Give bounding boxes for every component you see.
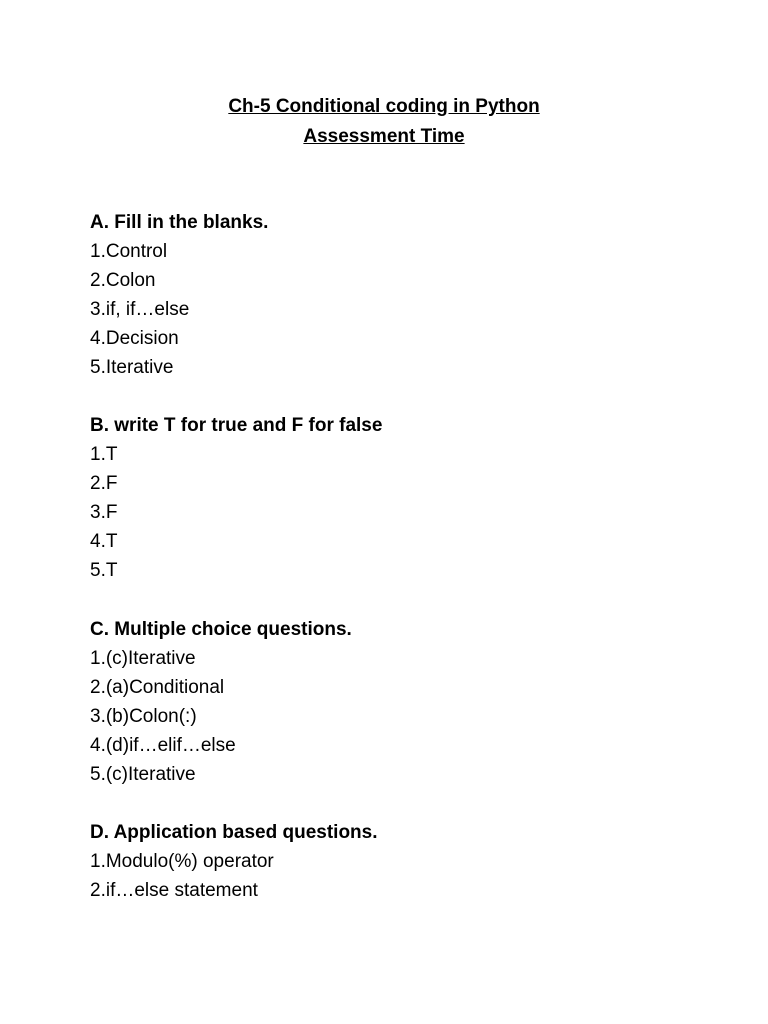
chapter-title: Ch-5 Conditional coding in Python [228, 96, 540, 117]
answer-item: 1.(c)Iterative [90, 648, 196, 669]
answer-item: 5.Iterative [90, 357, 174, 378]
answer-list [90, 847, 730, 905]
answer-list [90, 644, 730, 789]
assessment-subtitle: Assessment Time [303, 126, 465, 147]
answer-item: 5.T [90, 560, 118, 581]
answer-item: 2.if…else statement [90, 880, 258, 901]
answer-item: 2.F [90, 473, 118, 494]
answer-item: 5.(c)Iterative [90, 764, 196, 785]
section-fill-in-the-blanks [90, 208, 730, 382]
answer-item: 1.Control [90, 241, 168, 262]
answer-item: 3.(b)Colon(:) [90, 706, 197, 727]
answer-item: 4.(d)if…elif…else [90, 735, 236, 756]
section-true-false [90, 411, 730, 585]
answer-item: 1.T [90, 444, 118, 465]
section-heading: A. Fill in the blanks. [90, 212, 269, 233]
answer-list [90, 237, 730, 382]
section-multiple-choice [90, 615, 730, 789]
section-heading: B. write T for true and F for false [90, 415, 383, 436]
answer-item: 3.F [90, 502, 118, 523]
answer-item: 3.if, if…else [90, 299, 190, 320]
section-application-based [90, 818, 730, 905]
answer-list [90, 440, 730, 585]
section-heading: C. Multiple choice questions. [90, 619, 352, 640]
answer-item: 4.T [90, 531, 118, 552]
answer-item: 4.Decision [90, 328, 179, 349]
answer-item: 2.(a)Conditional [90, 677, 225, 698]
answer-item: 2.Colon [90, 270, 156, 291]
document-title [0, 92, 768, 152]
answer-item: 1.Modulo(%) operator [90, 851, 274, 872]
section-heading: D. Application based questions. [90, 822, 378, 843]
